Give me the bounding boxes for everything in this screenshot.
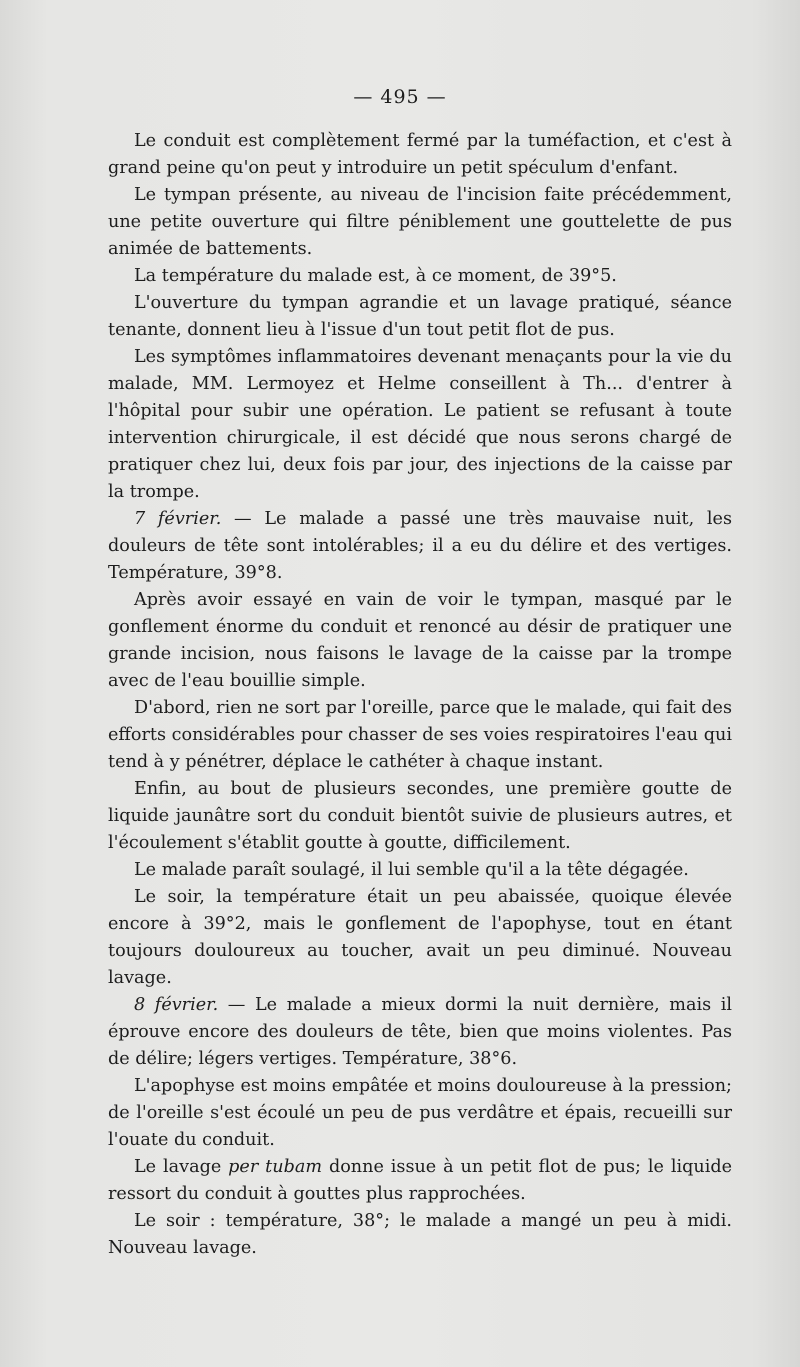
paragraph: Le conduit est complètement fermé par la tuméfaction, et c'est à grand peine qu'on peut y introduire un petit spéculum d'enfant. xyxy=(108,131,732,178)
page-number: — 495 — xyxy=(353,86,447,108)
paragraph: Le malade paraît soulagé, il lui semble qu'il a la tête dégagée. xyxy=(134,860,689,880)
paragraph-text-after: donne issue à un petit flot de pus; le liquide ressort du conduit à gouttes plus rapprochées. xyxy=(108,1157,733,1204)
entry-date: 7 février. xyxy=(134,509,222,529)
paragraph xyxy=(108,992,732,1073)
paragraph: Le soir, la température était un peu abaissée, quoique élevée encore à 39°2, mais le gonflement de l'apophyse, tout en étant toujours douloureux au toucher, avait un peu diminué. Nouveau lavage. xyxy=(108,887,732,988)
paragraph: L'ouverture du tympan agrandie et un lavage pratiqué, séance tenante, donnent lieu à l'issue d'un tout petit flot de pus. xyxy=(108,293,732,340)
paragraph xyxy=(108,1154,732,1208)
paragraph xyxy=(108,506,732,587)
entry-text: — Le malade a mieux dormi la nuit dernière, mais il éprouve encore des douleurs de tête, bien que moins violentes. Pas de délire; légers vertiges. Température, 38°6. xyxy=(108,995,732,1069)
latin-phrase: per tubam xyxy=(228,1157,323,1177)
paragraph: Les symptômes inflammatoires devenant menaçants pour la vie du malade, MM. Lermoyez et Helme conseillent à Th... d'entrer à l'hôpital pour subir une opération. Le patient se refusant à toute intervention chirurgicale, il est décidé que nous serons chargé de pratiquer chez lui, deux fois par jour, des injections de la caisse par la trompe. xyxy=(108,347,732,502)
paragraph: Le tympan présente, au niveau de l'incision faite précédemment, une petite ouverture qui filtre péniblement une gouttelette de pus animée de battements. xyxy=(108,185,732,259)
paragraph: D'abord, rien ne sort par l'oreille, parce que le malade, qui fait des efforts considérables pour chasser de ses voies respiratoires l'eau qui tend à y pénétrer, déplace le cathéter à chaque instant. xyxy=(108,698,732,772)
paragraph: Enfin, au bout de plusieurs secondes, une première goutte de liquide jaunâtre sort du conduit bientôt suivie de plusieurs autres, et l'écoulement s'établit goutte à goutte, difficilement. xyxy=(108,779,732,853)
paragraph-text-before: Le lavage xyxy=(134,1157,229,1177)
paragraph: Après avoir essayé en vain de voir le tympan, masqué par le gonflement énorme du conduit et renoncé au désir de pratiquer une grande incision, nous faisons le lavage de la caisse par la trompe avec de l'eau bouillie simple. xyxy=(108,590,732,691)
paragraph: La température du malade est, à ce moment, de 39°5. xyxy=(134,266,617,286)
entry-date: 8 février. xyxy=(134,995,219,1015)
entry-text: — Le malade a passé une très mauvaise nuit, les douleurs de tête sont intolérables; il a eu du délire et des vertiges. Température, 39°8. xyxy=(108,509,732,583)
paragraph: L'apophyse est moins empâtée et moins douloureuse à la pression; de l'oreille s'est écoulé un peu de pus verdâtre et épais, recueilli sur l'ouate du conduit. xyxy=(108,1076,732,1150)
paragraph: Le soir : température, 38°; le malade a mangé un peu à midi. Nouveau lavage. xyxy=(108,1211,732,1258)
body-text xyxy=(108,128,732,1262)
